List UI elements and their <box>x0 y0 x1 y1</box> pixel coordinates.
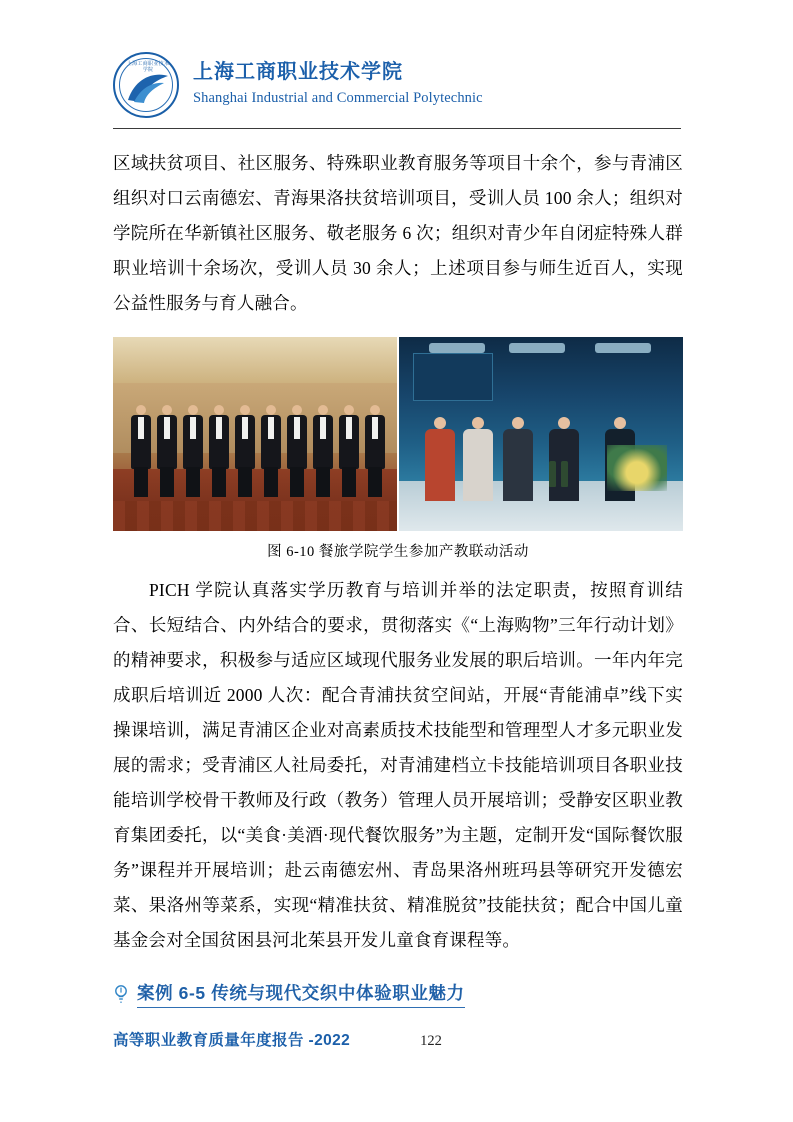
header-title-cn: 上海工商职业技术学院 <box>193 61 403 83</box>
page-footer <box>113 1028 683 1050</box>
header-title-en: Shanghai Industrial and Commercial Polytechnic <box>193 90 483 106</box>
page-header <box>113 52 683 122</box>
logo-emblem <box>113 52 179 118</box>
institution-logo <box>113 52 181 120</box>
logo-arc-text: 上海工商职业技术学院 <box>126 61 170 73</box>
photo-bottle <box>549 461 556 487</box>
photo-person <box>157 405 177 497</box>
photo-person <box>235 405 255 497</box>
figure-6-10 <box>113 337 683 563</box>
photo-person <box>313 405 333 497</box>
footer-title: 高等职业教育质量年度报告 -2022 <box>113 1032 351 1049</box>
page-content <box>113 146 683 1008</box>
photo-person <box>287 405 307 497</box>
photo-exhibition-booth <box>399 337 683 531</box>
photo-person <box>209 405 229 497</box>
photo-booth-light <box>509 343 565 353</box>
photo-flower-arrangement <box>607 445 667 491</box>
photo-booth-light <box>429 343 485 353</box>
figure-image-pair <box>113 337 683 531</box>
figure-caption: 图 6-10 餐旅学院学生参加产教联动活动 <box>267 544 529 560</box>
photo-person <box>261 405 281 497</box>
case-heading <box>113 980 683 1008</box>
paragraph-one: 区域扶贫项目、社区服务、特殊职业教育服务等项目十余个，参与青浦区组织对口云南德宏、青海果洛扶贫培训项目，受训人员 100 余人；组织对学院所在华新镇社区服务、敬老服务 6 次；组织对青少年自闭症特殊人群职业培训十余场次，受训人员 30 余人；上述项目参与师生近百人，实现公益性服务与育人融合。 <box>113 153 683 313</box>
photo-person <box>365 405 385 497</box>
photo-person <box>339 405 359 497</box>
logo-swoosh-icon <box>126 70 170 104</box>
photo-bottle <box>561 461 568 487</box>
photo-carpet <box>113 501 397 531</box>
paragraph-two: PICH 学院认真落实学历教育与培训并举的法定职责，按照育训结合、长短结合、内外结合的要求，贯彻落实《“上海购物”三年行动计划》的精神要求，积极参与适应区域现代服务业发展的职后培训。一年内年完成职后培训近 2000 人次：配合青浦扶贫空间站，开展“青能浦卓”线下实操课培训，满足青浦区企业对高素质技术技能型和管理型人才多元职业发展的需求；受青浦区人社局委托，对青浦建档立卡技能培训项目各职业技能培训学校骨干教师及行政（教务）管理人员开展培训；受静安区职业教育集团委托，以“美食·美酒·现代餐饮服务”为主题，定制开发“国际餐饮服务”课程并开展培训；赴云南德宏州、青岛果洛州班玛县等研究开发德宏菜、果洛州等菜系，实现“精准扶贫、精准脱贫”技能扶贫；配合中国儿童基金会对全国贫困县河北茱县开发儿童食育课程等。 <box>113 580 683 950</box>
header-divider <box>113 128 681 129</box>
photo-visitor <box>463 417 493 501</box>
photo-visitor <box>549 417 579 501</box>
photo-students-group <box>113 337 397 531</box>
photo-booth-screen <box>413 353 493 401</box>
case-heading-text: 案例 6-5 传统与现代交织中体验职业魅力 <box>137 980 465 1008</box>
header-title-block <box>193 59 483 107</box>
photo-booth-light <box>595 343 651 353</box>
photo-visitor <box>425 417 455 501</box>
page-number: 122 <box>420 1033 442 1049</box>
lightbulb-icon <box>113 984 129 1004</box>
photo-person <box>131 405 151 497</box>
photo-person <box>183 405 203 497</box>
photo-ceiling <box>113 337 397 383</box>
photo-visitor <box>503 417 533 501</box>
